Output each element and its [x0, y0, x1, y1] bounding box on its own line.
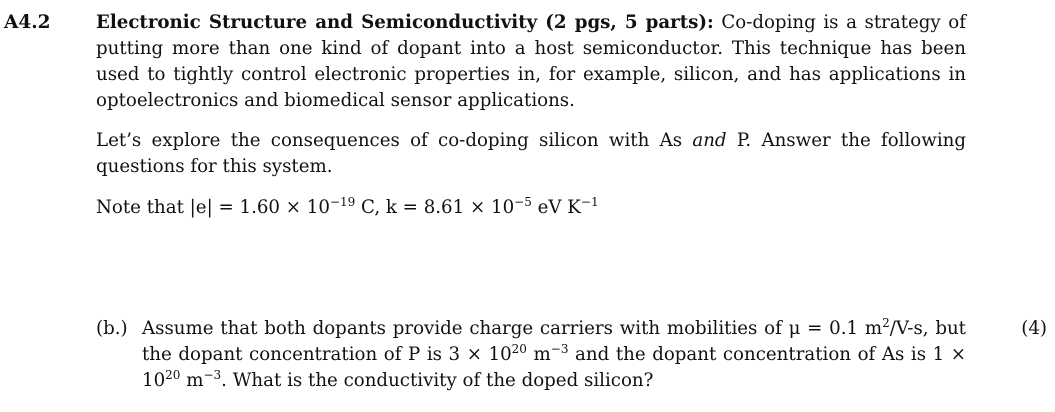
problem-number: A4.2 [4, 12, 51, 33]
part-b-text-1: Assume that both dopants provide charge carriers with mobilities of μ = 0.1 m [142, 318, 883, 339]
part-b-points: (4) [1021, 318, 1047, 339]
part-b-p-exponent: 20 [511, 342, 527, 356]
part-b-as-unit-exponent: −3 [203, 368, 222, 382]
part-b-text-2: /V-s, but the dopant concentration of P is 3 × 10 [142, 318, 966, 365]
part-b [96, 316, 966, 394]
problem-heading: Electronic Structure and Semiconductivity (2 pgs, 5 parts): [96, 12, 714, 33]
note-suffix: eV K [531, 197, 581, 218]
part-b-as-exponent: 20 [165, 368, 181, 382]
note-k-exponent: −5 [514, 195, 532, 209]
part-b-label: (b.) [96, 318, 128, 339]
part-b-text-5: m [180, 370, 204, 391]
note-e-exponent: −19 [329, 195, 356, 209]
part-b-text-6: . What is the conductivity of the doped silicon? [221, 370, 654, 391]
part-b-text-4: and the dopant concentration of As is 1 × 10 [142, 344, 967, 391]
note-mid: C, k = 8.61 × 10 [355, 197, 515, 218]
explore-emphasis: and [692, 130, 727, 151]
explore-text-start: Let’s explore the consequences of co-doping silicon with As [96, 130, 693, 151]
note-prefix: Note that |e| = 1.60 × 10 [96, 197, 330, 218]
part-b-square-exponent: 2 [882, 316, 890, 330]
problem-intro [96, 10, 966, 114]
part-b-text-3: m [526, 344, 551, 365]
explore-paragraph [96, 128, 966, 180]
intro-text: Co-doping is a strategy of putting more than one kind of dopant into a host semiconductor. This technique has been used to tightly control electronic properties in, for example, silicon, and has applications in optoelectronics and biomedical sensor applications. [96, 12, 966, 111]
constants-note [96, 195, 966, 221]
explore-text-end: P. Answer the following questions for this system. [96, 130, 966, 177]
part-b-question [142, 316, 966, 394]
note-unit-exponent: −1 [580, 195, 599, 209]
part-b-p-unit-exponent: −3 [550, 342, 569, 356]
